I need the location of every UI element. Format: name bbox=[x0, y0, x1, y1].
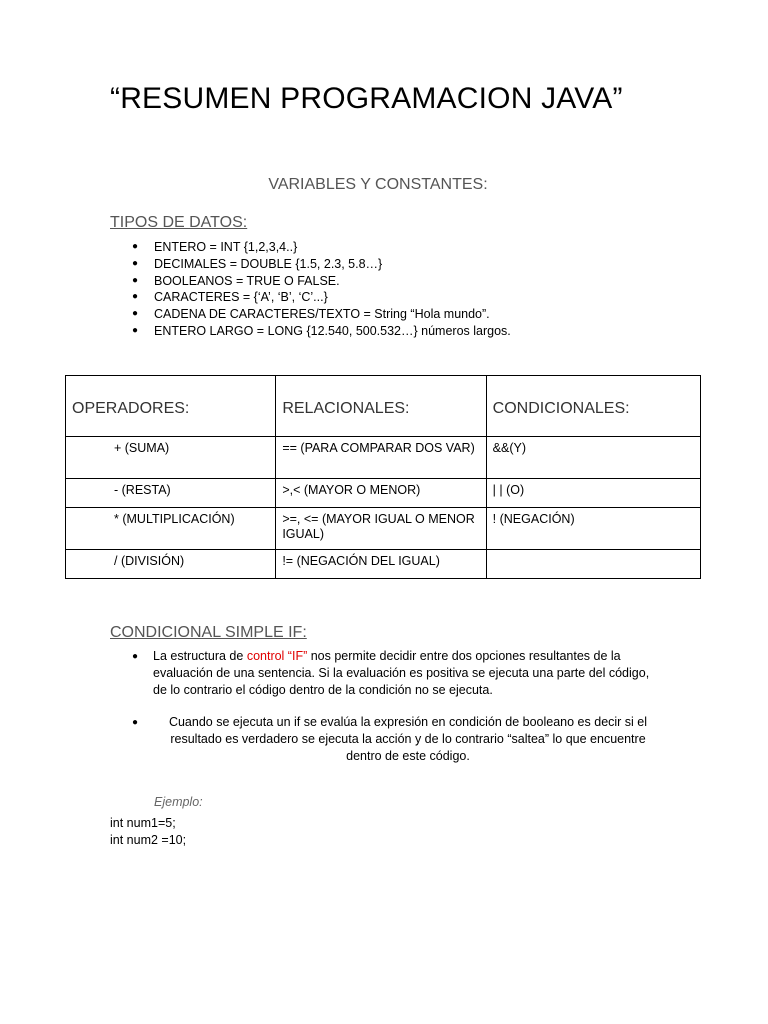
table-cell: / (DIVISIÓN) bbox=[66, 550, 276, 579]
bullet-icon: ● bbox=[132, 241, 139, 252]
table-cell: >,< (MAYOR O MENOR) bbox=[276, 479, 486, 508]
table-cell: * (MULTIPLICACIÓN) bbox=[66, 508, 276, 550]
table-cell: + (SUMA) bbox=[66, 437, 276, 479]
table-cell: == (PARA COMPARAR DOS VAR) bbox=[276, 437, 486, 479]
list-item bbox=[110, 273, 730, 290]
conditional-heading: CONDICIONAL SIMPLE IF: bbox=[110, 624, 307, 641]
table-row bbox=[66, 437, 701, 479]
table-row bbox=[66, 479, 701, 508]
table-cell: &&(Y) bbox=[486, 437, 700, 479]
if-evaluation-paragraph bbox=[132, 714, 663, 765]
if-description-paragraph bbox=[132, 648, 663, 699]
table-cell bbox=[486, 550, 700, 579]
paragraph-text: nos permite decidir entre dos opciones resultantes de la evaluación de una sentencia. Si la evaluación es positiva se ejecuta una parte del código, de lo contrario el código dentro de la condición no se ejecuta. bbox=[153, 649, 650, 697]
list-item-text: ENTERO LARGO = LONG {12.540, 500.532…} números largos. bbox=[154, 323, 511, 338]
list-item bbox=[110, 306, 730, 323]
list-item bbox=[110, 323, 730, 340]
table-cell: != (NEGACIÓN DEL IGUAL) bbox=[276, 550, 486, 579]
header-conditional: CONDICIONALES: bbox=[486, 376, 700, 437]
table-header-row bbox=[66, 376, 701, 437]
list-item-text: ENTERO = INT {1,2,3,4..} bbox=[154, 240, 298, 254]
list-item bbox=[110, 239, 730, 256]
table-cell: >=, <= (MAYOR IGUAL O MENOR IGUAL) bbox=[276, 508, 486, 550]
bullet-icon: ● bbox=[132, 257, 139, 269]
code-line: int num2 =10; bbox=[110, 833, 187, 847]
bullet-icon: ● bbox=[132, 308, 139, 320]
list-item-text: DECIMALES = DOUBLE {1.5, 2.3, 5.8…} bbox=[154, 256, 383, 271]
table-row bbox=[66, 550, 701, 579]
bullet-icon: ● bbox=[132, 324, 139, 336]
example-label: Ejemplo: bbox=[154, 795, 203, 809]
document-title: “RESUMEN PROGRAMACION JAVA” bbox=[110, 82, 623, 115]
bullet-icon: ● bbox=[132, 651, 139, 662]
operators-table bbox=[65, 375, 701, 579]
highlighted-text: control “IF” bbox=[246, 649, 308, 663]
code-line: int num1=5; bbox=[110, 816, 176, 830]
table-cell: - (RESTA) bbox=[66, 479, 276, 508]
table-cell: ! (NEGACIÓN) bbox=[486, 508, 700, 550]
list-item bbox=[110, 256, 730, 273]
bullet-icon: ● bbox=[132, 274, 139, 286]
header-relational: RELACIONALES: bbox=[276, 376, 486, 437]
data-types-list bbox=[110, 239, 730, 340]
section-title: VARIABLES Y CONSTANTES: bbox=[268, 176, 488, 193]
table-cell: | | (O) bbox=[486, 479, 700, 508]
bullet-icon: ● bbox=[132, 291, 139, 303]
types-heading: TIPOS DE DATOS: bbox=[110, 214, 248, 231]
list-item-text: CARACTERES = {‘A’, ‘B’, ‘C’...} bbox=[154, 290, 328, 305]
list-item-text: CADENA DE CARACTERES/TEXTO = String “Hola mundo”. bbox=[154, 307, 490, 322]
paragraph-text: Cuando se ejecuta un if se evalúa la expresión en condición de booleano es decir si el resultado es verdadero se ejecuta la acción y de lo contrario “saltea” lo que encuentre dentro de este código. bbox=[168, 715, 648, 763]
table-row bbox=[66, 508, 701, 550]
list-item bbox=[110, 289, 730, 306]
header-operators: OPERADORES: bbox=[66, 376, 276, 437]
bullet-icon: ● bbox=[132, 717, 139, 728]
list-item-text: BOOLEANOS = TRUE O FALSE. bbox=[154, 273, 340, 288]
paragraph-text: La estructura de bbox=[153, 649, 247, 663]
